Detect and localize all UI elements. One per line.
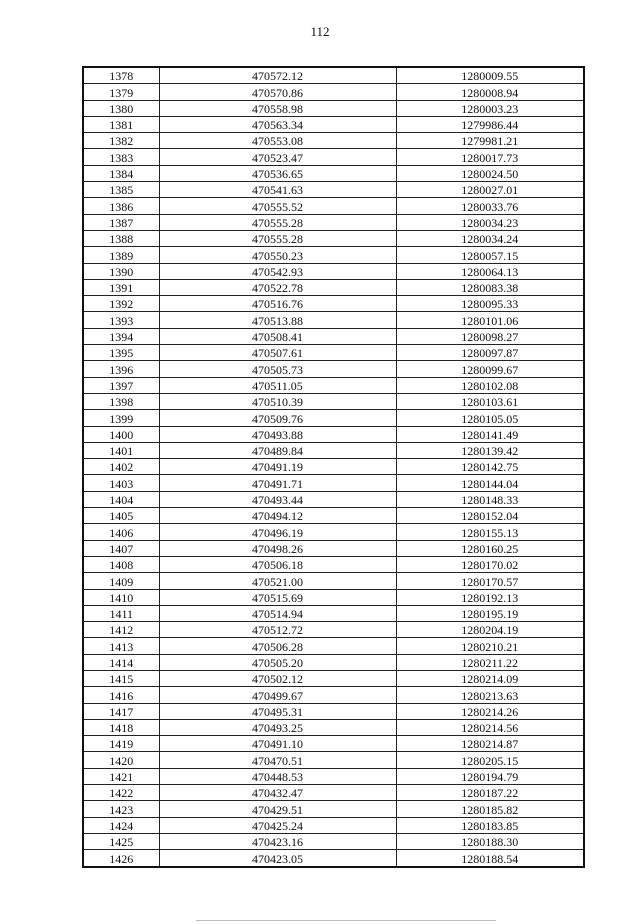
table-row xyxy=(83,165,584,181)
point-number-cell: 1416 xyxy=(83,687,159,703)
x-coordinate-cell: 470505.73 xyxy=(159,361,396,377)
point-number-cell: 1384 xyxy=(83,165,159,181)
table-row xyxy=(83,100,584,116)
point-number-cell: 1415 xyxy=(83,670,159,686)
table-row xyxy=(83,247,584,263)
y-coordinate-cell: 1280083.38 xyxy=(396,279,584,295)
y-coordinate-cell: 1280003.23 xyxy=(396,100,584,116)
x-coordinate-cell: 470489.84 xyxy=(159,442,396,458)
point-number-cell: 1399 xyxy=(83,410,159,426)
point-number-cell: 1397 xyxy=(83,377,159,393)
x-coordinate-cell: 470570.86 xyxy=(159,84,396,100)
y-coordinate-cell: 1280097.87 xyxy=(396,345,584,361)
point-number-cell: 1420 xyxy=(83,752,159,768)
x-coordinate-cell: 470429.51 xyxy=(159,801,396,817)
point-number-cell: 1426 xyxy=(83,850,159,867)
table-row xyxy=(83,508,584,524)
y-coordinate-cell: 1280024.50 xyxy=(396,165,584,181)
point-number-cell: 1388 xyxy=(83,230,159,246)
x-coordinate-cell: 470495.31 xyxy=(159,703,396,719)
point-number-cell: 1402 xyxy=(83,459,159,475)
x-coordinate-cell: 470550.23 xyxy=(159,247,396,263)
table-row xyxy=(83,84,584,100)
point-number-cell: 1421 xyxy=(83,768,159,784)
x-coordinate-cell: 470536.65 xyxy=(159,165,396,181)
y-coordinate-cell: 1280185.82 xyxy=(396,801,584,817)
y-coordinate-cell: 1280009.55 xyxy=(396,67,584,84)
table-row xyxy=(83,736,584,752)
page-number: 112 xyxy=(310,24,330,39)
point-number-cell: 1383 xyxy=(83,149,159,165)
table-row xyxy=(83,426,584,442)
table-row xyxy=(83,67,584,84)
y-coordinate-cell: 1280034.23 xyxy=(396,214,584,230)
y-coordinate-cell: 1280099.67 xyxy=(396,361,584,377)
point-number-cell: 1382 xyxy=(83,133,159,149)
y-coordinate-cell: 1280027.01 xyxy=(396,182,584,198)
point-number-cell: 1413 xyxy=(83,638,159,654)
point-number-cell: 1380 xyxy=(83,100,159,116)
x-coordinate-cell: 470555.52 xyxy=(159,198,396,214)
y-coordinate-cell: 1280139.42 xyxy=(396,442,584,458)
table-row xyxy=(83,817,584,833)
x-coordinate-cell: 470423.05 xyxy=(159,850,396,867)
x-coordinate-cell: 470553.08 xyxy=(159,133,396,149)
point-number-cell: 1379 xyxy=(83,84,159,100)
y-coordinate-cell: 1280155.13 xyxy=(396,524,584,540)
table-row xyxy=(83,573,584,589)
x-coordinate-cell: 470511.05 xyxy=(159,377,396,393)
y-coordinate-cell: 1280194.79 xyxy=(396,768,584,784)
table-row xyxy=(83,524,584,540)
table-row xyxy=(83,654,584,670)
table-row xyxy=(83,768,584,784)
point-number-cell: 1390 xyxy=(83,263,159,279)
point-number-cell: 1400 xyxy=(83,426,159,442)
x-coordinate-cell: 470508.41 xyxy=(159,328,396,344)
point-number-cell: 1408 xyxy=(83,556,159,572)
table-row xyxy=(83,703,584,719)
x-coordinate-cell: 470502.12 xyxy=(159,670,396,686)
table-row xyxy=(83,410,584,426)
x-coordinate-cell: 470555.28 xyxy=(159,230,396,246)
x-coordinate-cell: 470541.63 xyxy=(159,182,396,198)
x-coordinate-cell: 470494.12 xyxy=(159,508,396,524)
point-number-cell: 1387 xyxy=(83,214,159,230)
y-coordinate-cell: 1280214.56 xyxy=(396,719,584,735)
point-number-cell: 1392 xyxy=(83,296,159,312)
point-number-cell: 1405 xyxy=(83,508,159,524)
table-row xyxy=(83,149,584,165)
y-coordinate-cell: 1280210.21 xyxy=(396,638,584,654)
y-coordinate-cell: 1280204.19 xyxy=(396,622,584,638)
y-coordinate-cell: 1279981.21 xyxy=(396,133,584,149)
point-number-cell: 1393 xyxy=(83,312,159,328)
table-row xyxy=(83,328,584,344)
y-coordinate-cell: 1280148.33 xyxy=(396,491,584,507)
x-coordinate-cell: 470499.67 xyxy=(159,687,396,703)
x-coordinate-cell: 470515.69 xyxy=(159,589,396,605)
point-number-cell: 1409 xyxy=(83,573,159,589)
x-coordinate-cell: 470507.61 xyxy=(159,345,396,361)
y-coordinate-cell: 1280102.08 xyxy=(396,377,584,393)
y-coordinate-cell: 1280141.49 xyxy=(396,426,584,442)
table-row xyxy=(83,605,584,621)
y-coordinate-cell: 1280033.76 xyxy=(396,198,584,214)
table-row xyxy=(83,719,584,735)
x-coordinate-cell: 470491.71 xyxy=(159,475,396,491)
x-coordinate-cell: 470516.76 xyxy=(159,296,396,312)
y-coordinate-cell: 1280103.61 xyxy=(396,393,584,409)
table-row xyxy=(83,785,584,801)
x-coordinate-cell: 470542.93 xyxy=(159,263,396,279)
coordinates-table xyxy=(82,66,585,868)
x-coordinate-cell: 470496.19 xyxy=(159,524,396,540)
table-row xyxy=(83,670,584,686)
x-coordinate-cell: 470506.18 xyxy=(159,556,396,572)
table-row xyxy=(83,850,584,867)
point-number-cell: 1381 xyxy=(83,116,159,132)
point-number-cell: 1412 xyxy=(83,622,159,638)
table-row xyxy=(83,752,584,768)
y-coordinate-cell: 1280183.85 xyxy=(396,817,584,833)
table-row xyxy=(83,393,584,409)
y-coordinate-cell: 1280188.30 xyxy=(396,833,584,849)
y-coordinate-cell: 1280105.05 xyxy=(396,410,584,426)
point-number-cell: 1422 xyxy=(83,785,159,801)
y-coordinate-cell: 1280205.15 xyxy=(396,752,584,768)
point-number-cell: 1419 xyxy=(83,736,159,752)
point-number-cell: 1398 xyxy=(83,393,159,409)
point-number-cell: 1425 xyxy=(83,833,159,849)
point-number-cell: 1418 xyxy=(83,719,159,735)
point-number-cell: 1414 xyxy=(83,654,159,670)
coordinates-table-body xyxy=(83,67,584,867)
table-row xyxy=(83,296,584,312)
table-row xyxy=(83,589,584,605)
x-coordinate-cell: 470491.19 xyxy=(159,459,396,475)
table-row xyxy=(83,442,584,458)
x-coordinate-cell: 470522.78 xyxy=(159,279,396,295)
table-row xyxy=(83,198,584,214)
x-coordinate-cell: 470523.47 xyxy=(159,149,396,165)
y-coordinate-cell: 1280214.26 xyxy=(396,703,584,719)
point-number-cell: 1386 xyxy=(83,198,159,214)
point-number-cell: 1411 xyxy=(83,605,159,621)
point-number-cell: 1396 xyxy=(83,361,159,377)
y-coordinate-cell: 1280213.63 xyxy=(396,687,584,703)
point-number-cell: 1423 xyxy=(83,801,159,817)
y-coordinate-cell: 1280064.13 xyxy=(396,263,584,279)
x-coordinate-cell: 470513.88 xyxy=(159,312,396,328)
point-number-cell: 1394 xyxy=(83,328,159,344)
y-coordinate-cell: 1280017.73 xyxy=(396,149,584,165)
x-coordinate-cell: 470506.28 xyxy=(159,638,396,654)
x-coordinate-cell: 470510.39 xyxy=(159,393,396,409)
y-coordinate-cell: 1280170.02 xyxy=(396,556,584,572)
y-coordinate-cell: 1279986.44 xyxy=(396,116,584,132)
table-row xyxy=(83,540,584,556)
y-coordinate-cell: 1280192.13 xyxy=(396,589,584,605)
table-row xyxy=(83,116,584,132)
table-row xyxy=(83,622,584,638)
x-coordinate-cell: 470555.28 xyxy=(159,214,396,230)
y-coordinate-cell: 1280214.09 xyxy=(396,670,584,686)
y-coordinate-cell: 1280188.54 xyxy=(396,850,584,867)
x-coordinate-cell: 470514.94 xyxy=(159,605,396,621)
x-coordinate-cell: 470448.53 xyxy=(159,768,396,784)
table-row xyxy=(83,263,584,279)
table-row xyxy=(83,214,584,230)
x-coordinate-cell: 470509.76 xyxy=(159,410,396,426)
point-number-cell: 1385 xyxy=(83,182,159,198)
y-coordinate-cell: 1280057.15 xyxy=(396,247,584,263)
table-row xyxy=(83,361,584,377)
point-number-cell: 1410 xyxy=(83,589,159,605)
table-row xyxy=(83,312,584,328)
table-row xyxy=(83,182,584,198)
point-number-cell: 1406 xyxy=(83,524,159,540)
point-number-cell: 1403 xyxy=(83,475,159,491)
y-coordinate-cell: 1280034.24 xyxy=(396,230,584,246)
x-coordinate-cell: 470558.98 xyxy=(159,100,396,116)
table-row xyxy=(83,459,584,475)
y-coordinate-cell: 1280101.06 xyxy=(396,312,584,328)
y-coordinate-cell: 1280170.57 xyxy=(396,573,584,589)
page-bottom-rule xyxy=(196,920,496,921)
x-coordinate-cell: 470572.12 xyxy=(159,67,396,84)
point-number-cell: 1401 xyxy=(83,442,159,458)
y-coordinate-cell: 1280142.75 xyxy=(396,459,584,475)
point-number-cell: 1391 xyxy=(83,279,159,295)
y-coordinate-cell: 1280195.19 xyxy=(396,605,584,621)
x-coordinate-cell: 470425.24 xyxy=(159,817,396,833)
x-coordinate-cell: 470423.16 xyxy=(159,833,396,849)
x-coordinate-cell: 470470.51 xyxy=(159,752,396,768)
x-coordinate-cell: 470491.10 xyxy=(159,736,396,752)
point-number-cell: 1417 xyxy=(83,703,159,719)
table-row xyxy=(83,133,584,149)
x-coordinate-cell: 470563.34 xyxy=(159,116,396,132)
table-row xyxy=(83,377,584,393)
point-number-cell: 1424 xyxy=(83,817,159,833)
point-number-cell: 1395 xyxy=(83,345,159,361)
point-number-cell: 1407 xyxy=(83,540,159,556)
table-row xyxy=(83,687,584,703)
y-coordinate-cell: 1280211.22 xyxy=(396,654,584,670)
y-coordinate-cell: 1280144.04 xyxy=(396,475,584,491)
x-coordinate-cell: 470493.44 xyxy=(159,491,396,507)
y-coordinate-cell: 1280160.25 xyxy=(396,540,584,556)
table-row xyxy=(83,475,584,491)
table-row xyxy=(83,279,584,295)
point-number-cell: 1389 xyxy=(83,247,159,263)
x-coordinate-cell: 470521.00 xyxy=(159,573,396,589)
x-coordinate-cell: 470498.26 xyxy=(159,540,396,556)
y-coordinate-cell: 1280214.87 xyxy=(396,736,584,752)
x-coordinate-cell: 470505.20 xyxy=(159,654,396,670)
x-coordinate-cell: 470493.88 xyxy=(159,426,396,442)
y-coordinate-cell: 1280095.33 xyxy=(396,296,584,312)
x-coordinate-cell: 470493.25 xyxy=(159,719,396,735)
table-row xyxy=(83,833,584,849)
table-row xyxy=(83,230,584,246)
table-row xyxy=(83,556,584,572)
x-coordinate-cell: 470432.47 xyxy=(159,785,396,801)
table-row xyxy=(83,801,584,817)
y-coordinate-cell: 1280098.27 xyxy=(396,328,584,344)
point-number-cell: 1404 xyxy=(83,491,159,507)
x-coordinate-cell: 470512.72 xyxy=(159,622,396,638)
point-number-cell: 1378 xyxy=(83,67,159,84)
table-row xyxy=(83,491,584,507)
table-row xyxy=(83,638,584,654)
y-coordinate-cell: 1280008.94 xyxy=(396,84,584,100)
table-row xyxy=(83,345,584,361)
y-coordinate-cell: 1280187.22 xyxy=(396,785,584,801)
y-coordinate-cell: 1280152.04 xyxy=(396,508,584,524)
